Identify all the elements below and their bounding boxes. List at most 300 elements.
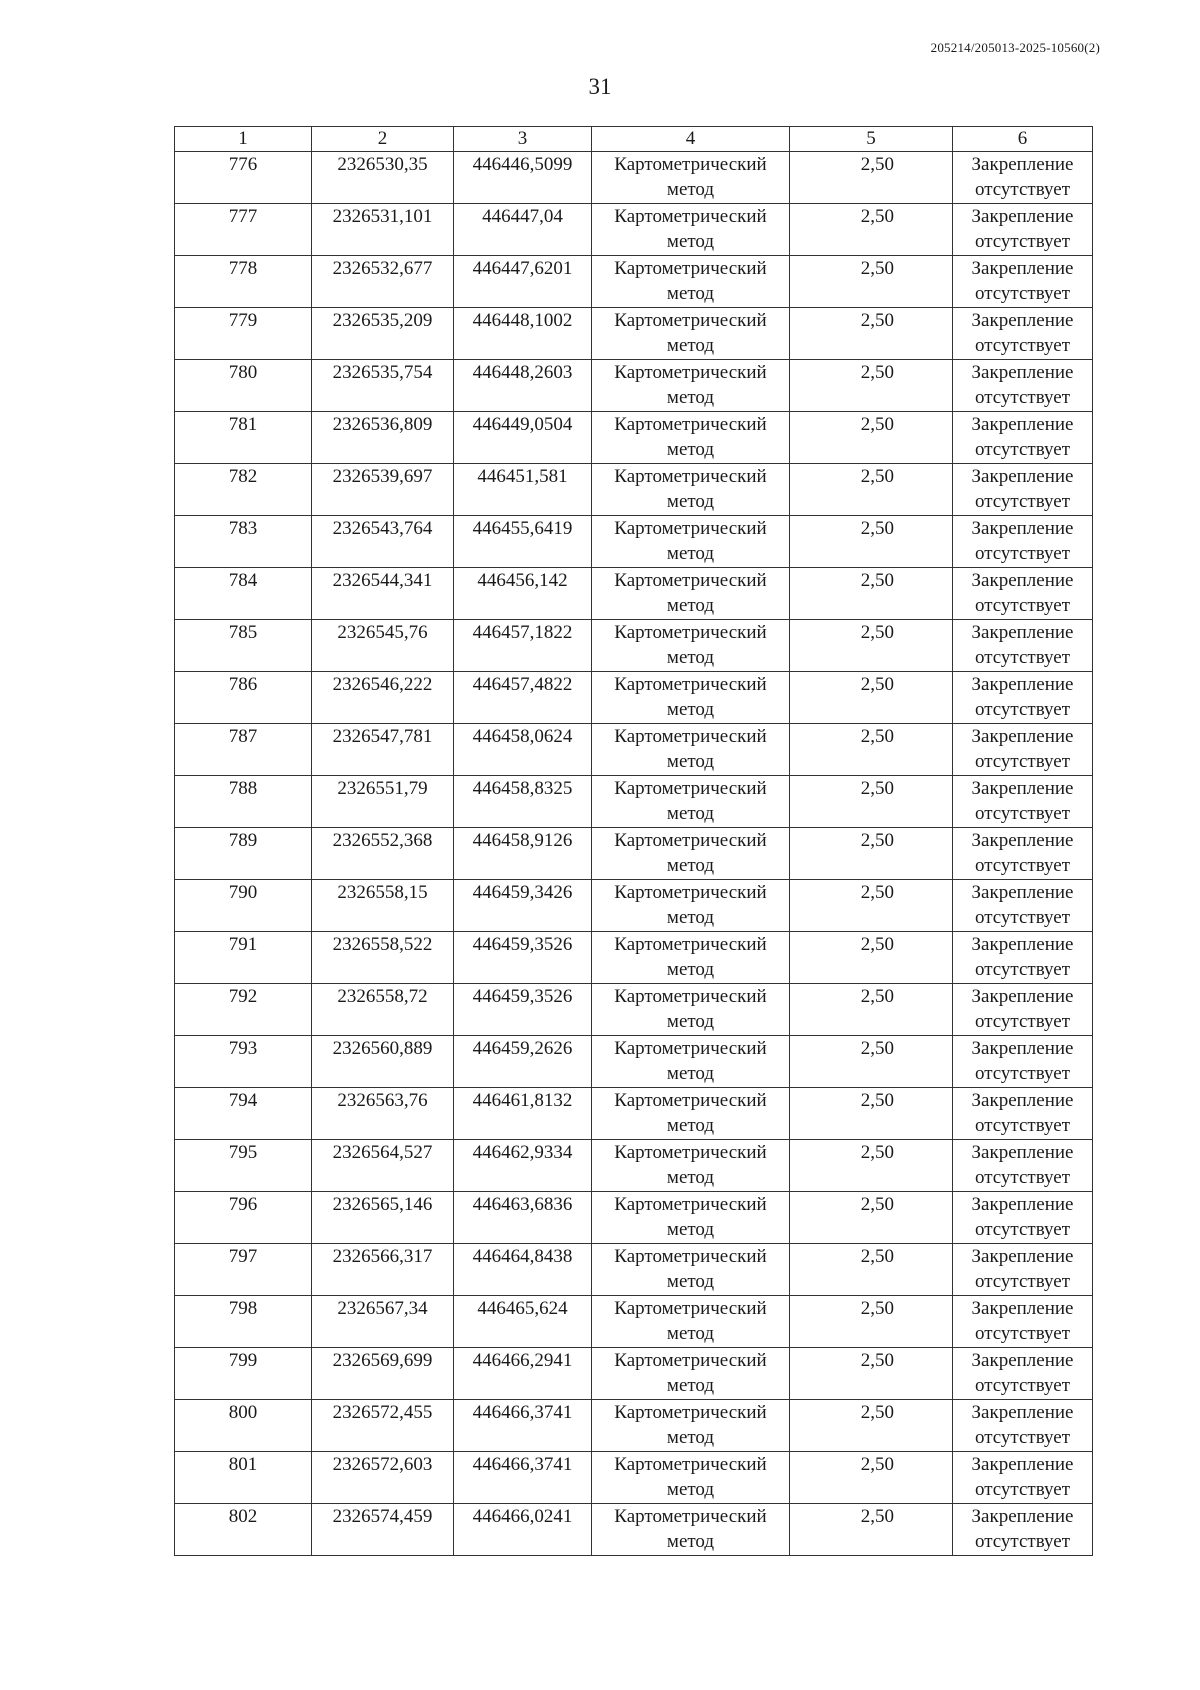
accuracy-cell: 2,50 xyxy=(790,464,953,516)
fixation-line-1: Закрепление xyxy=(971,1246,1074,1267)
table-row xyxy=(175,880,1093,932)
table-row xyxy=(175,204,1093,256)
point-number-cell: 780 xyxy=(175,360,312,412)
accuracy-cell: 2,50 xyxy=(790,204,953,256)
table-row xyxy=(175,308,1093,360)
fixation-cell xyxy=(953,620,1093,672)
column-header-2: 2 xyxy=(312,127,454,152)
fixation-cell xyxy=(953,152,1093,204)
method-line-2: метод xyxy=(666,1115,715,1136)
method-line-2: метод xyxy=(666,179,715,200)
y-coordinate-cell: 446459,3426 xyxy=(454,880,592,932)
fixation-line-1: Закрепление xyxy=(971,1402,1074,1423)
method-line-1: Картометрический xyxy=(614,570,767,591)
x-coordinate-cell: 2326535,209 xyxy=(312,308,454,360)
fixation-cell xyxy=(953,1296,1093,1348)
method-line-2: метод xyxy=(666,1427,715,1448)
x-coordinate-cell: 2326539,697 xyxy=(312,464,454,516)
fixation-line-1: Закрепление xyxy=(971,986,1074,1007)
table-row xyxy=(175,152,1093,204)
x-coordinate-cell: 2326536,809 xyxy=(312,412,454,464)
accuracy-cell: 2,50 xyxy=(790,1348,953,1400)
fixation-line-2: отсутствует xyxy=(974,231,1071,252)
fixation-cell xyxy=(953,360,1093,412)
column-header-4: 4 xyxy=(592,127,790,152)
point-number-cell: 782 xyxy=(175,464,312,516)
method-cell xyxy=(592,308,790,360)
y-coordinate-cell: 446446,5099 xyxy=(454,152,592,204)
fixation-cell xyxy=(953,412,1093,464)
y-coordinate-cell: 446466,3741 xyxy=(454,1400,592,1452)
fixation-line-2: отсутствует xyxy=(974,1531,1071,1552)
accuracy-cell: 2,50 xyxy=(790,360,953,412)
table-row xyxy=(175,1244,1093,1296)
accuracy-cell: 2,50 xyxy=(790,1296,953,1348)
method-line-2: метод xyxy=(666,335,715,356)
fixation-cell xyxy=(953,1036,1093,1088)
method-line-2: метод xyxy=(666,855,715,876)
fixation-cell xyxy=(953,724,1093,776)
accuracy-cell: 2,50 xyxy=(790,152,953,204)
method-cell xyxy=(592,620,790,672)
y-coordinate-cell: 446455,6419 xyxy=(454,516,592,568)
fixation-cell xyxy=(953,932,1093,984)
method-line-2: метод xyxy=(666,1219,715,1240)
point-number-cell: 778 xyxy=(175,256,312,308)
fixation-cell xyxy=(953,1348,1093,1400)
method-cell xyxy=(592,516,790,568)
method-line-1: Картометрический xyxy=(614,934,767,955)
fixation-line-2: отсутствует xyxy=(974,959,1071,980)
method-cell xyxy=(592,1504,790,1556)
method-line-1: Картометрический xyxy=(614,362,767,383)
fixation-line-2: отсутствует xyxy=(974,1479,1071,1500)
x-coordinate-cell: 2326546,222 xyxy=(312,672,454,724)
fixation-line-2: отсутствует xyxy=(974,491,1071,512)
table-row xyxy=(175,724,1093,776)
accuracy-cell: 2,50 xyxy=(790,1036,953,1088)
x-coordinate-cell: 2326530,35 xyxy=(312,152,454,204)
fixation-line-2: отсутствует xyxy=(974,1271,1071,1292)
method-line-1: Картометрический xyxy=(614,1090,767,1111)
table-row xyxy=(175,828,1093,880)
fixation-line-1: Закрепление xyxy=(971,1350,1074,1371)
accuracy-cell: 2,50 xyxy=(790,1400,953,1452)
method-cell xyxy=(592,672,790,724)
fixation-line-1: Закрепление xyxy=(971,1194,1074,1215)
method-cell xyxy=(592,1036,790,1088)
method-cell xyxy=(592,724,790,776)
method-line-1: Картометрический xyxy=(614,1402,767,1423)
table-row xyxy=(175,360,1093,412)
fixation-cell xyxy=(953,256,1093,308)
fixation-line-2: отсутствует xyxy=(974,179,1071,200)
y-coordinate-cell: 446461,8132 xyxy=(454,1088,592,1140)
point-number-cell: 786 xyxy=(175,672,312,724)
table-row xyxy=(175,1296,1093,1348)
method-line-1: Картометрический xyxy=(614,414,767,435)
fixation-line-2: отсутствует xyxy=(974,699,1071,720)
method-cell xyxy=(592,1348,790,1400)
fixation-line-1: Закрепление xyxy=(971,570,1074,591)
y-coordinate-cell: 446459,3526 xyxy=(454,932,592,984)
point-number-cell: 793 xyxy=(175,1036,312,1088)
method-cell xyxy=(592,204,790,256)
accuracy-cell: 2,50 xyxy=(790,412,953,464)
fixation-line-1: Закрепление xyxy=(971,414,1074,435)
method-line-2: метод xyxy=(666,491,715,512)
method-line-2: метод xyxy=(666,699,715,720)
method-line-2: метод xyxy=(666,543,715,564)
method-cell xyxy=(592,828,790,880)
accuracy-cell: 2,50 xyxy=(790,1244,953,1296)
method-line-2: метод xyxy=(666,1479,715,1500)
method-line-2: метод xyxy=(666,647,715,668)
accuracy-cell: 2,50 xyxy=(790,1192,953,1244)
method-cell xyxy=(592,1244,790,1296)
point-number-cell: 787 xyxy=(175,724,312,776)
method-cell xyxy=(592,1296,790,1348)
method-cell xyxy=(592,152,790,204)
table-row xyxy=(175,256,1093,308)
method-line-1: Картометрический xyxy=(614,1038,767,1059)
fixation-line-1: Закрепление xyxy=(971,622,1074,643)
fixation-line-2: отсутствует xyxy=(974,1115,1071,1136)
y-coordinate-cell: 446466,3741 xyxy=(454,1452,592,1504)
method-line-2: метод xyxy=(666,907,715,928)
x-coordinate-cell: 2326531,101 xyxy=(312,204,454,256)
fixation-line-2: отсутствует xyxy=(974,907,1071,928)
fixation-line-1: Закрепление xyxy=(971,310,1074,331)
table-row xyxy=(175,1452,1093,1504)
column-header-1: 1 xyxy=(175,127,312,152)
fixation-cell xyxy=(953,1452,1093,1504)
x-coordinate-cell: 2326558,72 xyxy=(312,984,454,1036)
y-coordinate-cell: 446449,0504 xyxy=(454,412,592,464)
y-coordinate-cell: 446457,1822 xyxy=(454,620,592,672)
fixation-line-1: Закрепление xyxy=(971,1142,1074,1163)
fixation-line-2: отсутствует xyxy=(974,751,1071,772)
fixation-cell xyxy=(953,1088,1093,1140)
y-coordinate-cell: 446447,04 xyxy=(454,204,592,256)
table-row xyxy=(175,1036,1093,1088)
method-line-2: метод xyxy=(666,803,715,824)
column-header-6: 6 xyxy=(953,127,1093,152)
method-line-1: Картометрический xyxy=(614,882,767,903)
accuracy-cell: 2,50 xyxy=(790,308,953,360)
fixation-cell xyxy=(953,880,1093,932)
method-line-1: Картометрический xyxy=(614,1142,767,1163)
method-line-2: метод xyxy=(666,595,715,616)
method-line-1: Картометрический xyxy=(614,622,767,643)
method-cell xyxy=(592,568,790,620)
method-cell xyxy=(592,1452,790,1504)
fixation-line-1: Закрепление xyxy=(971,206,1074,227)
fixation-line-1: Закрепление xyxy=(971,1038,1074,1059)
fixation-line-2: отсутствует xyxy=(974,595,1071,616)
point-number-cell: 789 xyxy=(175,828,312,880)
y-coordinate-cell: 446456,142 xyxy=(454,568,592,620)
method-line-1: Картометрический xyxy=(614,1506,767,1527)
accuracy-cell: 2,50 xyxy=(790,828,953,880)
x-coordinate-cell: 2326569,699 xyxy=(312,1348,454,1400)
point-number-cell: 788 xyxy=(175,776,312,828)
method-line-2: метод xyxy=(666,1375,715,1396)
fixation-line-2: отсутствует xyxy=(974,647,1071,668)
fixation-line-1: Закрепление xyxy=(971,362,1074,383)
x-coordinate-cell: 2326565,146 xyxy=(312,1192,454,1244)
x-coordinate-cell: 2326574,459 xyxy=(312,1504,454,1556)
accuracy-cell: 2,50 xyxy=(790,672,953,724)
x-coordinate-cell: 2326532,677 xyxy=(312,256,454,308)
accuracy-cell: 2,50 xyxy=(790,1504,953,1556)
document-id: 205214/205013-2025-10560(2) xyxy=(930,40,1100,55)
y-coordinate-cell: 446457,4822 xyxy=(454,672,592,724)
method-cell xyxy=(592,932,790,984)
method-cell xyxy=(592,256,790,308)
point-number-cell: 777 xyxy=(175,204,312,256)
y-coordinate-cell: 446459,3526 xyxy=(454,984,592,1036)
method-line-2: метод xyxy=(666,1167,715,1188)
fixation-cell xyxy=(953,776,1093,828)
method-line-1: Картометрический xyxy=(614,726,767,747)
y-coordinate-cell: 446448,2603 xyxy=(454,360,592,412)
fixation-line-1: Закрепление xyxy=(971,154,1074,175)
point-number-cell: 791 xyxy=(175,932,312,984)
accuracy-cell: 2,50 xyxy=(790,1140,953,1192)
point-number-cell: 783 xyxy=(175,516,312,568)
method-cell xyxy=(592,412,790,464)
x-coordinate-cell: 2326560,889 xyxy=(312,1036,454,1088)
method-line-2: метод xyxy=(666,283,715,304)
point-number-cell: 795 xyxy=(175,1140,312,1192)
table-header-row xyxy=(175,127,1093,152)
method-line-1: Картометрический xyxy=(614,830,767,851)
accuracy-cell: 2,50 xyxy=(790,568,953,620)
table-row xyxy=(175,776,1093,828)
fixation-cell xyxy=(953,308,1093,360)
fixation-line-2: отсутствует xyxy=(974,803,1071,824)
y-coordinate-cell: 446466,0241 xyxy=(454,1504,592,1556)
method-line-1: Картометрический xyxy=(614,1454,767,1475)
x-coordinate-cell: 2326544,341 xyxy=(312,568,454,620)
x-coordinate-cell: 2326547,781 xyxy=(312,724,454,776)
method-line-1: Картометрический xyxy=(614,1298,767,1319)
method-line-1: Картометрический xyxy=(614,674,767,695)
accuracy-cell: 2,50 xyxy=(790,724,953,776)
y-coordinate-cell: 446458,8325 xyxy=(454,776,592,828)
x-coordinate-cell: 2326543,764 xyxy=(312,516,454,568)
fixation-cell xyxy=(953,464,1093,516)
method-line-1: Картометрический xyxy=(614,154,767,175)
fixation-line-2: отсутствует xyxy=(974,283,1071,304)
fixation-cell xyxy=(953,828,1093,880)
fixation-line-2: отсутствует xyxy=(974,1063,1071,1084)
method-line-1: Картометрический xyxy=(614,1194,767,1215)
point-number-cell: 785 xyxy=(175,620,312,672)
x-coordinate-cell: 2326551,79 xyxy=(312,776,454,828)
fixation-line-2: отсутствует xyxy=(974,1375,1071,1396)
accuracy-cell: 2,50 xyxy=(790,776,953,828)
fixation-line-2: отсутствует xyxy=(974,1427,1071,1448)
method-line-1: Картометрический xyxy=(614,778,767,799)
x-coordinate-cell: 2326552,368 xyxy=(312,828,454,880)
coordinates-table xyxy=(174,126,1093,1556)
fixation-line-2: отсутствует xyxy=(974,855,1071,876)
fixation-line-1: Закрепление xyxy=(971,934,1074,955)
table-row xyxy=(175,932,1093,984)
fixation-line-2: отсутствует xyxy=(974,543,1071,564)
method-cell xyxy=(592,1088,790,1140)
y-coordinate-cell: 446462,9334 xyxy=(454,1140,592,1192)
fixation-line-1: Закрепление xyxy=(971,830,1074,851)
y-coordinate-cell: 446459,2626 xyxy=(454,1036,592,1088)
fixation-cell xyxy=(953,1504,1093,1556)
accuracy-cell: 2,50 xyxy=(790,932,953,984)
method-line-1: Картометрический xyxy=(614,310,767,331)
method-line-1: Картометрический xyxy=(614,518,767,539)
table-row xyxy=(175,1088,1093,1140)
method-line-1: Картометрический xyxy=(614,986,767,1007)
method-line-2: метод xyxy=(666,1323,715,1344)
fixation-line-1: Закрепление xyxy=(971,778,1074,799)
table-row xyxy=(175,1504,1093,1556)
x-coordinate-cell: 2326558,522 xyxy=(312,932,454,984)
fixation-cell xyxy=(953,516,1093,568)
fixation-line-1: Закрепление xyxy=(971,1298,1074,1319)
method-line-2: метод xyxy=(666,1011,715,1032)
point-number-cell: 781 xyxy=(175,412,312,464)
table-row xyxy=(175,516,1093,568)
point-number-cell: 797 xyxy=(175,1244,312,1296)
method-cell xyxy=(592,776,790,828)
x-coordinate-cell: 2326563,76 xyxy=(312,1088,454,1140)
method-line-2: метод xyxy=(666,959,715,980)
accuracy-cell: 2,50 xyxy=(790,1452,953,1504)
column-header-3: 3 xyxy=(454,127,592,152)
method-cell xyxy=(592,880,790,932)
fixation-cell xyxy=(953,984,1093,1036)
method-cell xyxy=(592,464,790,516)
point-number-cell: 798 xyxy=(175,1296,312,1348)
fixation-cell xyxy=(953,1244,1093,1296)
fixation-line-1: Закрепление xyxy=(971,1506,1074,1527)
point-number-cell: 800 xyxy=(175,1400,312,1452)
method-line-2: метод xyxy=(666,1531,715,1552)
fixation-cell xyxy=(953,1192,1093,1244)
y-coordinate-cell: 446464,8438 xyxy=(454,1244,592,1296)
table-body xyxy=(175,152,1093,1556)
accuracy-cell: 2,50 xyxy=(790,1088,953,1140)
point-number-cell: 779 xyxy=(175,308,312,360)
point-number-cell: 796 xyxy=(175,1192,312,1244)
point-number-cell: 790 xyxy=(175,880,312,932)
method-cell xyxy=(592,360,790,412)
method-cell xyxy=(592,1400,790,1452)
fixation-line-2: отсутствует xyxy=(974,1323,1071,1344)
fixation-cell xyxy=(953,568,1093,620)
method-line-2: метод xyxy=(666,231,715,252)
method-line-2: метод xyxy=(666,387,715,408)
table-row xyxy=(175,1400,1093,1452)
fixation-line-1: Закрепление xyxy=(971,1454,1074,1475)
fixation-cell xyxy=(953,1140,1093,1192)
x-coordinate-cell: 2326572,603 xyxy=(312,1452,454,1504)
fixation-line-1: Закрепление xyxy=(971,726,1074,747)
point-number-cell: 776 xyxy=(175,152,312,204)
fixation-line-1: Закрепление xyxy=(971,1090,1074,1111)
accuracy-cell: 2,50 xyxy=(790,880,953,932)
table-row xyxy=(175,412,1093,464)
table-row xyxy=(175,1192,1093,1244)
column-header-5: 5 xyxy=(790,127,953,152)
x-coordinate-cell: 2326572,455 xyxy=(312,1400,454,1452)
y-coordinate-cell: 446447,6201 xyxy=(454,256,592,308)
y-coordinate-cell: 446451,581 xyxy=(454,464,592,516)
x-coordinate-cell: 2326545,76 xyxy=(312,620,454,672)
page-number: 31 xyxy=(588,74,612,99)
point-number-cell: 799 xyxy=(175,1348,312,1400)
table-row xyxy=(175,1140,1093,1192)
x-coordinate-cell: 2326535,754 xyxy=(312,360,454,412)
y-coordinate-cell: 446465,624 xyxy=(454,1296,592,1348)
y-coordinate-cell: 446466,2941 xyxy=(454,1348,592,1400)
table-row xyxy=(175,464,1093,516)
accuracy-cell: 2,50 xyxy=(790,984,953,1036)
fixation-cell xyxy=(953,672,1093,724)
point-number-cell: 794 xyxy=(175,1088,312,1140)
x-coordinate-cell: 2326558,15 xyxy=(312,880,454,932)
y-coordinate-cell: 446458,0624 xyxy=(454,724,592,776)
fixation-line-1: Закрепление xyxy=(971,258,1074,279)
fixation-line-2: отсутствует xyxy=(974,335,1071,356)
y-coordinate-cell: 446463,6836 xyxy=(454,1192,592,1244)
method-line-1: Картометрический xyxy=(614,1246,767,1267)
method-line-1: Картометрический xyxy=(614,258,767,279)
fixation-line-2: отсутствует xyxy=(974,1219,1071,1240)
fixation-line-1: Закрепление xyxy=(971,466,1074,487)
point-number-cell: 784 xyxy=(175,568,312,620)
fixation-line-2: отсутствует xyxy=(974,1167,1071,1188)
table-row xyxy=(175,1348,1093,1400)
method-line-2: метод xyxy=(666,1063,715,1084)
point-number-cell: 802 xyxy=(175,1504,312,1556)
fixation-cell xyxy=(953,204,1093,256)
x-coordinate-cell: 2326567,34 xyxy=(312,1296,454,1348)
table-row xyxy=(175,984,1093,1036)
table-row xyxy=(175,620,1093,672)
method-cell xyxy=(592,1140,790,1192)
accuracy-cell: 2,50 xyxy=(790,516,953,568)
y-coordinate-cell: 446448,1002 xyxy=(454,308,592,360)
method-line-1: Картометрический xyxy=(614,1350,767,1371)
table-row xyxy=(175,672,1093,724)
table-row xyxy=(175,568,1093,620)
fixation-line-1: Закрепление xyxy=(971,882,1074,903)
method-line-2: метод xyxy=(666,751,715,772)
accuracy-cell: 2,50 xyxy=(790,620,953,672)
fixation-cell xyxy=(953,1400,1093,1452)
fixation-line-1: Закрепление xyxy=(971,674,1074,695)
accuracy-cell: 2,50 xyxy=(790,256,953,308)
x-coordinate-cell: 2326566,317 xyxy=(312,1244,454,1296)
fixation-line-2: отсутствует xyxy=(974,387,1071,408)
fixation-line-1: Закрепление xyxy=(971,518,1074,539)
method-cell xyxy=(592,984,790,1036)
method-line-2: метод xyxy=(666,439,715,460)
point-number-cell: 801 xyxy=(175,1452,312,1504)
x-coordinate-cell: 2326564,527 xyxy=(312,1140,454,1192)
